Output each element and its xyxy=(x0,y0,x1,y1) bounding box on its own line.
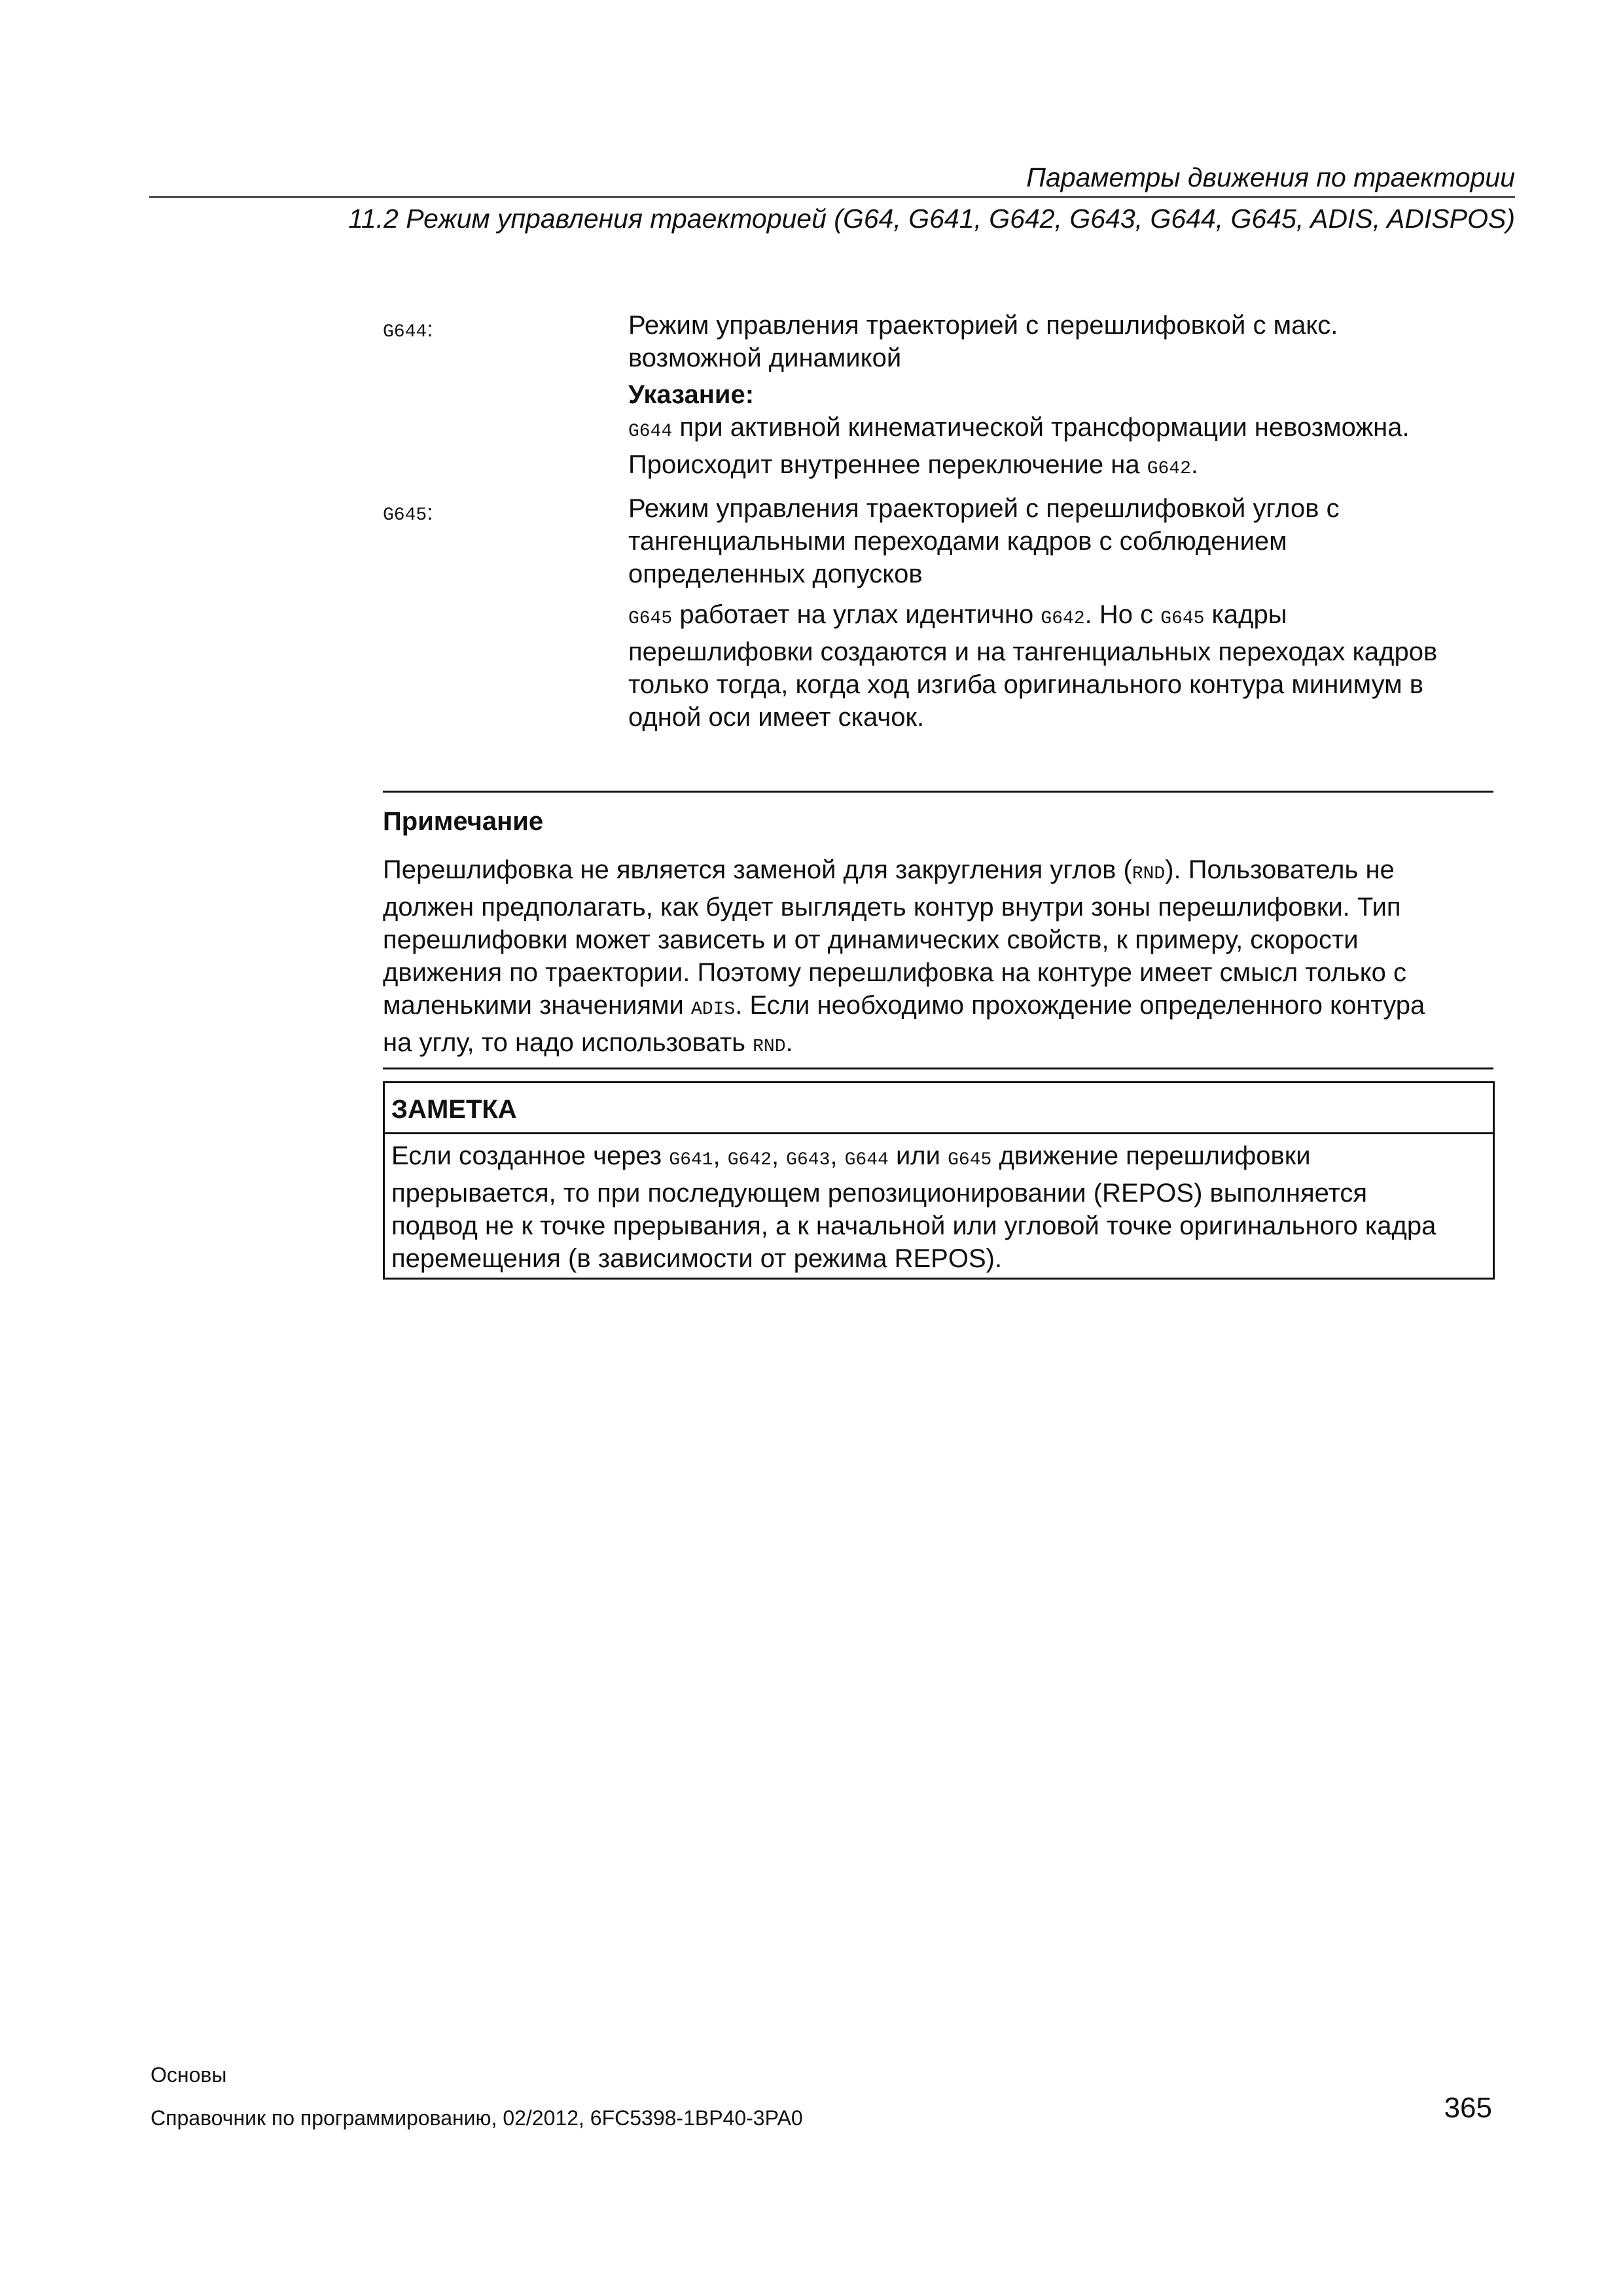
note-code-rnd: RND xyxy=(1132,864,1166,884)
note-block xyxy=(383,791,1493,1069)
notice-sep3: , xyxy=(830,1141,845,1170)
note-line1 xyxy=(383,853,1493,891)
desc-g645 xyxy=(628,492,1505,734)
hint-code-g642: G642 xyxy=(1147,459,1191,479)
note-line2: должен предполагать, как будет выглядеть контур внутри зоны перешлифовки. Тип xyxy=(383,893,1401,922)
footer-section: Основы xyxy=(151,2063,227,2087)
header-title: Параметры движения по траектории xyxy=(1026,162,1515,192)
notice-code-g643: G643 xyxy=(786,1150,830,1170)
p2-code-g642: G642 xyxy=(1041,609,1085,629)
hint-end: . xyxy=(1190,450,1199,479)
notice-title: ЗАМЕТКА xyxy=(385,1083,1493,1134)
term-g645-code: G645 xyxy=(383,505,427,526)
desc-g645-line3: определенных допусков xyxy=(628,560,923,588)
note-line1-b: ). Пользователь не xyxy=(1165,855,1395,884)
term-g644-code: G644 xyxy=(383,322,427,342)
desc-g644 xyxy=(628,309,1505,486)
hint-text2: Происходит внутреннее переключение на xyxy=(628,450,1147,479)
note-line1-a: Перешлифовка не является заменой для закругления углов ( xyxy=(383,855,1132,884)
desc-g645-line1: Режим управления траекторией с перешлифовкой углов с xyxy=(628,494,1340,523)
hint-code-g644: G644 xyxy=(628,422,673,442)
note-line5 xyxy=(383,989,1493,1026)
hint-label: Указание: xyxy=(628,380,755,409)
footer-publication: Справочник по программированию, 02/2012, 6FC5398-1BP40-3PA0 xyxy=(151,2106,803,2130)
note-line6-a: на углу, то надо использовать xyxy=(383,1028,753,1057)
notice-line2: прерывается, то при последующем репозиционировании (REPOS) выполняется xyxy=(391,1179,1368,1208)
note-code-adis: ADIS xyxy=(691,999,736,1020)
note-line5-a: маленькими значениями xyxy=(383,991,691,1020)
desc-g644-line2: возможной динамикой xyxy=(628,344,902,372)
hint-text1: при активной кинематической трансформации невозможна. xyxy=(672,413,1410,442)
desc-g644-line1: Режим управления траекторией с перешлифовкой с макс. xyxy=(628,311,1338,340)
p2-text1: работает на углах идентично xyxy=(672,600,1041,629)
desc-g645-p2-line4: одной оси имеет скачок. xyxy=(628,703,925,732)
desc-g645-p2-line2: перешлифовки создаются и на тангенциальных переходах кадров xyxy=(628,637,1438,666)
notice-sep4: или xyxy=(888,1141,948,1170)
p2-code-g645-a: G645 xyxy=(628,609,673,629)
p2-code-g645-b: G645 xyxy=(1160,609,1205,629)
notice-line1-a: Если созданное через xyxy=(391,1141,669,1170)
p2-text3: кадры xyxy=(1204,600,1287,629)
notice-sep2: , xyxy=(771,1141,787,1170)
notice-line1-b: движение перешлифовки xyxy=(991,1141,1311,1170)
note-line4: движения по траектории. Поэтому перешлифовка на контуре имеет смысл только с xyxy=(383,958,1407,987)
note-line5-b: . Если необходимо прохождение определенного контура xyxy=(735,991,1425,1020)
notice-code-g641: G641 xyxy=(669,1150,713,1170)
desc-g645-p2-line1 xyxy=(628,598,1505,636)
header-divider xyxy=(149,196,1515,198)
note-body xyxy=(383,853,1493,1064)
page-number: 365 xyxy=(1444,2092,1492,2124)
notice-sep1: , xyxy=(713,1141,728,1170)
term-g644 xyxy=(383,317,433,342)
term-g644-sep: : xyxy=(427,317,433,342)
notice-code-g644: G644 xyxy=(844,1150,889,1170)
hint-line1 xyxy=(628,411,1505,448)
notice-line3: подвод не к точке прерывания, а к начальной или угловой точке оригинального кадра xyxy=(391,1211,1436,1240)
p2-text2: . Но с xyxy=(1084,600,1161,629)
notice-line4: перемещения (в зависимости от режима REPOS). xyxy=(391,1244,1003,1273)
header-section-title: 11.2 Режим управления траекторией (G64, G641, G642, G643, G644, G645, ADIS, ADISPOS) xyxy=(348,204,1515,234)
term-g645-sep: : xyxy=(427,500,433,525)
notice-code-g645: G645 xyxy=(948,1150,992,1170)
notice-body xyxy=(385,1134,1493,1278)
desc-g645-line2: тангенциальными переходами кадров с соблюдением xyxy=(628,527,1287,556)
notice-box xyxy=(383,1081,1495,1280)
term-g645 xyxy=(383,500,433,526)
desc-g645-p2-line3: только тогда, когда ход изгиба оригинального контура минимум в xyxy=(628,670,1424,699)
note-line3: перешлифовки может зависеть и от динамических свойств, к примеру, скорости xyxy=(383,925,1359,954)
note-line6-b: . xyxy=(785,1028,793,1057)
note-code-rnd-2: RND xyxy=(753,1037,786,1057)
notice-code-g642: G642 xyxy=(727,1150,772,1170)
note-title: Примечание xyxy=(383,807,544,836)
hint-line2 xyxy=(628,448,1505,486)
note-line6 xyxy=(383,1026,1493,1064)
notice-line1 xyxy=(391,1139,1486,1177)
